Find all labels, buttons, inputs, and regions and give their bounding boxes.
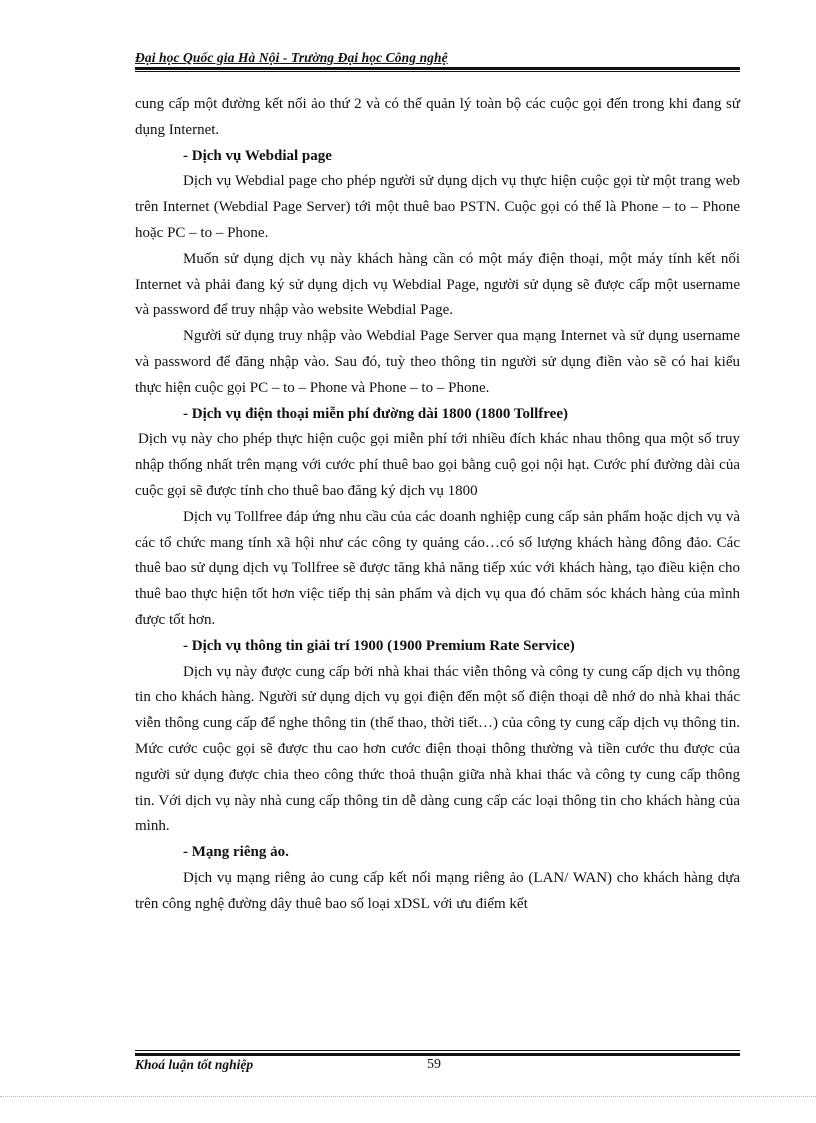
paragraph: Muốn sử dụng dịch vụ này khách hàng cần có một máy điện thoại, một máy tính kết nối Internet và phải đang ký sử dụng dịch vụ Webdial Page, người sử dụng sẽ được cấp một username và password để truy nhập vào website Webdial Page.: [135, 250, 740, 319]
section-heading-1900: - Dịch vụ thông tin giải trí 1900 (1900 Premium Rate Service): [183, 637, 575, 654]
section-heading-1800: - Dịch vụ điện thoại miễn phí đường dài 1800 (1800 Tollfree): [183, 405, 568, 422]
page-footer: [135, 1057, 740, 1077]
header-rule-thick: [135, 67, 740, 70]
paragraph: Dịch vụ Webdial page cho phép người sử dụng dịch vụ thực hiện cuộc gọi từ một trang web trên Internet (Webdial Page Server) tới một thuê bao PSTN. Cuộc gọi có thể là Phone – to – Phone hoặc PC – to – Phone.: [135, 173, 740, 241]
page-header: [135, 50, 740, 66]
section-heading-vpn: - Mạng riêng ảo.: [183, 844, 289, 861]
paragraph: Người sử dụng truy nhập vào Webdial Page Server qua mạng Internet và sử dụng username và password để đăng nhập vào. Sau đó, tuỳ theo thông tin người sử dụng điền vào sẽ có hai kiểu thực hiện cuộc gọi PC – to – Phone và Phone – to – Phone.: [135, 328, 740, 396]
header-rule-thin: [135, 71, 740, 72]
paragraph: Dịch vụ này cho phép thực hiện cuộc gọi miễn phí tới nhiều đích khác nhau thông qua một số truy nhập thống nhất trên mạng với cước phí thuê bao gọi bằng cuộ gọi nội hạt. Cước phí đường dài của cuộc gọi sẽ được tính cho thuê bao đăng ký dịch vụ 1800: [135, 431, 740, 499]
page-body: [135, 92, 740, 918]
section-heading-webdial: - Dịch vụ Webdial page: [183, 147, 332, 164]
page-edge-divider: [0, 1096, 816, 1097]
paragraph: Dịch vụ mạng riêng ảo cung cấp kết nối mạng riêng ảo (LAN/ WAN) cho khách hàng dựa trên công nghệ đường dây thuê bao số loại xDSL với ưu điểm kết: [135, 869, 740, 912]
page-number: 59: [427, 1057, 441, 1072]
paragraph: Dịch vụ Tollfree đáp ứng nhu cầu của các doanh nghiệp cung cấp sản phẩm hoặc dịch vụ và các tổ chức mang tính xã hội như các công ty quảng cáo…có số lượng khách hàng đông đảo. Các thuê bao sử dụng dịch vụ Tollfree sẽ được tăng khả năng tiếp xúc với khách hàng, tạo điều kiện cho thuê bao thực hiện tốt hơn việc tiếp thị sản phẩm và dịch vụ qua đó chăm sóc khách hàng của mình được tốt hơn.: [135, 508, 740, 628]
paragraph: Dịch vụ này được cung cấp bởi nhà khai thác viễn thông và công ty cung cấp dịch vụ thông tin cho khách hàng. Người sử dụng dịch vụ gọi điện đến một số điện thoại dễ nhớ do nhà khai thác viễn thông cung cấp để nghe thông tin (thể thao, thời tiết…) của công ty cung cấp dịch vụ thông tin. Mức cước cuộc gọi sẽ được thu cao hơn cước điện thoại thông thường và tiền cước thu được của người sử dụng được chia theo công thức thoả thuận giữa nhà khai thác và công ty cung cấp thông tin. Với dịch vụ này nhà cung cấp thông tin dễ dàng cung cấp các loại thông tin cho khách hàng của mình.: [135, 663, 740, 835]
footer-rule-thick: [135, 1053, 740, 1056]
footer-label: Khoá luận tốt nghiệp: [135, 1057, 254, 1072]
header-title: Đại học Quốc gia Hà Nội - Trường Đại học Công nghệ: [135, 50, 448, 65]
footer-rule-thin: [135, 1050, 740, 1051]
paragraph: cung cấp một đường kết nối ảo thứ 2 và có thể quản lý toàn bộ các cuộc gọi đến trong khi đang sử dụng Internet.: [135, 96, 740, 138]
